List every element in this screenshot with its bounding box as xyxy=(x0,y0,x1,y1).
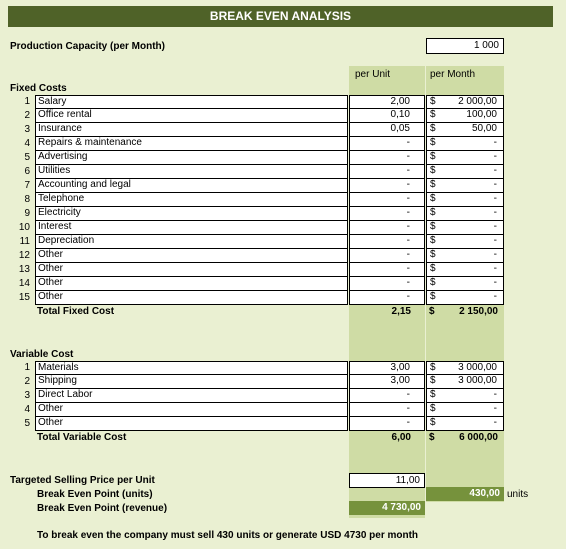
cost-label-cell[interactable]: Other xyxy=(35,417,348,431)
currency-symbol: $ xyxy=(430,291,436,302)
per-month-value: 3 000,00 xyxy=(458,375,497,386)
capacity-label: Production Capacity (per Month) xyxy=(10,41,165,52)
per-unit-cell[interactable]: - xyxy=(349,137,425,151)
per-month-cell[interactable] xyxy=(426,193,504,207)
per-month-value: - xyxy=(493,137,497,148)
currency-symbol: $ xyxy=(430,109,436,120)
cost-label-cell[interactable]: Advertising xyxy=(35,151,348,165)
selling-price-input[interactable]: 11,00 xyxy=(349,473,425,488)
row-number: 14 xyxy=(18,278,30,289)
per-unit-cell[interactable]: - xyxy=(349,417,425,431)
cost-label-cell[interactable]: Electricity xyxy=(35,207,348,221)
total-variable-currency: $ xyxy=(429,432,435,443)
row-number: 9 xyxy=(24,208,30,219)
per-unit-header: per Unit xyxy=(355,69,391,80)
bep-revenue-value: 4 730,00 xyxy=(349,501,425,515)
row-number: 12 xyxy=(18,250,30,261)
per-month-value: - xyxy=(493,193,497,204)
per-unit-cell[interactable]: - xyxy=(349,235,425,249)
per-unit-cell[interactable]: - xyxy=(349,403,425,417)
row-number: 5 xyxy=(24,418,30,429)
per-month-cell[interactable] xyxy=(426,179,504,193)
per-unit-cell[interactable]: - xyxy=(349,389,425,403)
bep-revenue-label: Break Even Point (revenue) xyxy=(37,503,168,514)
cost-label-cell[interactable]: Other xyxy=(35,277,348,291)
per-month-value: 3 000,00 xyxy=(458,362,497,373)
currency-symbol: $ xyxy=(430,263,436,274)
total-fixed-unit: 2,15 xyxy=(391,306,411,317)
variable-cost-heading: Variable Cost xyxy=(10,349,74,360)
currency-symbol: $ xyxy=(430,179,436,190)
per-month-cell[interactable] xyxy=(426,389,504,403)
row-number: 2 xyxy=(24,376,30,387)
cost-label-cell[interactable]: Direct Labor xyxy=(35,389,348,403)
cost-label-cell[interactable]: Insurance xyxy=(35,123,348,137)
row-number: 8 xyxy=(24,194,30,205)
cost-label-cell[interactable]: Other xyxy=(35,403,348,417)
per-month-header: per Month xyxy=(430,69,476,80)
per-unit-cell[interactable]: 2,00 xyxy=(349,95,425,109)
capacity-input[interactable]: 1 000 xyxy=(426,38,504,54)
per-unit-cell[interactable]: 0,10 xyxy=(349,109,425,123)
currency-symbol: $ xyxy=(430,375,436,386)
per-unit-cell[interactable]: 3,00 xyxy=(349,361,425,375)
currency-symbol: $ xyxy=(430,417,436,428)
per-month-cell[interactable] xyxy=(426,109,504,123)
currency-symbol: $ xyxy=(430,249,436,260)
row-number: 11 xyxy=(19,236,30,247)
currency-symbol: $ xyxy=(430,221,436,232)
fixed-costs-heading: Fixed Costs xyxy=(10,83,67,94)
per-month-cell[interactable] xyxy=(426,417,504,431)
cost-label-cell[interactable]: Other xyxy=(35,263,348,277)
row-number: 3 xyxy=(24,124,30,135)
cost-label-cell[interactable]: Shipping xyxy=(35,375,348,389)
cost-label-cell[interactable]: Other xyxy=(35,249,348,263)
per-unit-cell[interactable]: - xyxy=(349,207,425,221)
per-month-value: - xyxy=(493,263,497,274)
per-month-value: - xyxy=(493,165,497,176)
cost-label-cell[interactable]: Salary xyxy=(35,95,348,109)
cost-label-cell[interactable]: Materials xyxy=(35,361,348,375)
currency-symbol: $ xyxy=(430,96,436,107)
per-month-cell[interactable] xyxy=(426,361,504,375)
bep-units-suffix: units xyxy=(507,489,529,500)
per-month-value: - xyxy=(493,221,497,232)
cost-label-cell[interactable]: Depreciation xyxy=(35,235,348,249)
row-number: 10 xyxy=(18,222,30,233)
per-unit-cell[interactable]: - xyxy=(349,193,425,207)
per-month-cell[interactable] xyxy=(426,123,504,137)
row-number: 4 xyxy=(24,404,30,415)
total-fixed-currency: $ xyxy=(429,306,435,317)
cost-label-cell[interactable]: Office rental xyxy=(35,109,348,123)
row-number: 15 xyxy=(18,292,30,303)
per-month-cell[interactable] xyxy=(426,249,504,263)
row-number: 6 xyxy=(24,166,30,177)
per-month-value: 100,00 xyxy=(466,109,497,120)
row-number: 4 xyxy=(24,138,30,149)
cost-label-cell[interactable]: Accounting and legal xyxy=(35,179,348,193)
per-unit-cell[interactable]: 0,05 xyxy=(349,123,425,137)
currency-symbol: $ xyxy=(430,151,436,162)
currency-symbol: $ xyxy=(430,389,436,400)
per-month-cell[interactable] xyxy=(426,165,504,179)
per-month-value: - xyxy=(493,403,497,414)
per-month-cell[interactable] xyxy=(426,277,504,291)
per-month-value: - xyxy=(493,417,497,428)
currency-symbol: $ xyxy=(430,123,436,134)
total-variable-month: 6 000,00 xyxy=(459,432,498,443)
currency-symbol: $ xyxy=(430,362,436,373)
per-unit-cell[interactable]: - xyxy=(349,277,425,291)
row-number: 3 xyxy=(24,390,30,401)
per-month-cell[interactable] xyxy=(426,263,504,277)
currency-symbol: $ xyxy=(430,403,436,414)
row-number: 1 xyxy=(24,362,30,373)
per-unit-cell[interactable]: - xyxy=(349,263,425,277)
row-number: 2 xyxy=(24,110,30,121)
cost-label-cell[interactable]: Interest xyxy=(35,221,348,235)
summary-text: To break even the company must sell 430 units or generate USD 4730 per month xyxy=(37,530,419,541)
per-unit-cell[interactable]: - xyxy=(349,151,425,165)
selling-price-label: Targeted Selling Price per Unit xyxy=(10,475,155,486)
page-title: BREAK EVEN ANALYSIS xyxy=(8,6,553,27)
row-number: 7 xyxy=(24,180,30,191)
per-month-value: - xyxy=(493,291,497,302)
per-month-value: - xyxy=(493,179,497,190)
per-month-value: - xyxy=(493,235,497,246)
per-month-value: - xyxy=(493,277,497,288)
total-variable-label: Total Variable Cost xyxy=(37,432,127,443)
per-month-cell[interactable] xyxy=(426,207,504,221)
currency-symbol: $ xyxy=(430,137,436,148)
per-unit-cell[interactable]: - xyxy=(349,221,425,235)
currency-symbol: $ xyxy=(430,207,436,218)
row-number: 1 xyxy=(24,96,30,107)
row-number: 5 xyxy=(24,152,30,163)
total-fixed-label: Total Fixed Cost xyxy=(37,306,115,317)
per-month-cell[interactable] xyxy=(426,221,504,235)
per-month-cell[interactable] xyxy=(426,235,504,249)
per-unit-cell[interactable]: 3,00 xyxy=(349,375,425,389)
per-month-value: - xyxy=(493,249,497,260)
currency-symbol: $ xyxy=(430,235,436,246)
cost-label-cell[interactable]: Telephone xyxy=(35,193,348,207)
per-unit-cell[interactable]: - xyxy=(349,249,425,263)
per-unit-cell[interactable]: - xyxy=(349,165,425,179)
per-unit-cell[interactable]: - xyxy=(349,179,425,193)
cost-label-cell[interactable]: Other xyxy=(35,291,348,305)
currency-symbol: $ xyxy=(430,277,436,288)
per-month-value: - xyxy=(493,207,497,218)
total-fixed-month: 2 150,00 xyxy=(459,306,498,317)
per-month-value: 2 000,00 xyxy=(458,96,497,107)
currency-symbol: $ xyxy=(430,193,436,204)
per-month-value: - xyxy=(493,389,497,400)
per-month-cell[interactable] xyxy=(426,95,504,109)
per-month-cell[interactable] xyxy=(426,151,504,165)
cost-label-cell[interactable]: Utilities xyxy=(35,165,348,179)
bep-units-label: Break Even Point (units) xyxy=(37,489,153,500)
currency-symbol: $ xyxy=(430,165,436,176)
per-month-cell[interactable] xyxy=(426,291,504,305)
cost-label-cell[interactable]: Repairs & maintenance xyxy=(35,137,348,151)
per-month-cell[interactable] xyxy=(426,403,504,417)
row-number: 13 xyxy=(18,264,30,275)
total-variable-unit: 6,00 xyxy=(391,432,411,443)
per-month-value: 50,00 xyxy=(471,123,497,134)
per-month-cell[interactable] xyxy=(426,137,504,151)
bep-units-value: 430,00 xyxy=(426,487,504,501)
per-month-cell[interactable] xyxy=(426,375,504,389)
per-unit-cell[interactable]: - xyxy=(349,291,425,305)
per-month-value: - xyxy=(493,151,497,162)
